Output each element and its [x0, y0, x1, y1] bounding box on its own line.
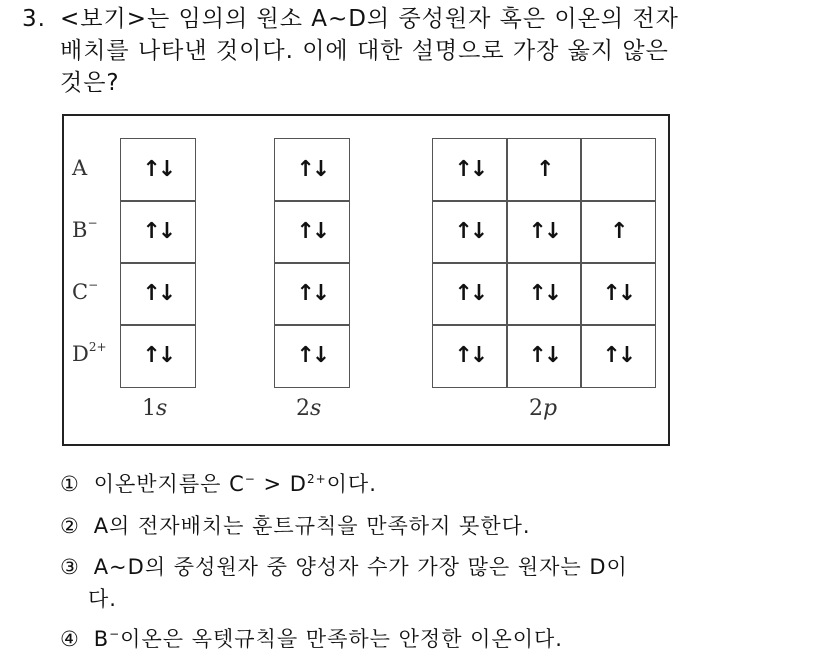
orbital-2p-2: ↑	[506, 138, 582, 202]
orbital-2p-1: ↑↓	[432, 324, 508, 388]
orbital-2s: ↑↓	[274, 324, 350, 388]
option-1-post: 이다.	[326, 472, 377, 496]
row-label-text: C	[72, 280, 89, 304]
orbital-2s: ↑↓	[274, 200, 350, 264]
axis-label-1s-number: 1	[142, 396, 156, 421]
row-label-d	[72, 342, 107, 366]
orbital-2p-3: ↑↓	[580, 262, 656, 326]
axis-label-2p-symbol: p	[543, 396, 558, 421]
orbital-2p-3	[580, 138, 656, 202]
option-2-text: A의 전자배치는 훈트규칙을 만족하지 못한다.	[93, 514, 531, 538]
option-2[interactable]	[60, 510, 531, 540]
axis-label-2p	[529, 396, 557, 421]
question-number: 3.	[22, 6, 46, 32]
orbital-1s: ↑↓	[120, 324, 196, 388]
orbital-2p-3: ↑	[580, 200, 656, 264]
option-1-mid: > D	[255, 472, 307, 496]
row-label-c	[72, 280, 98, 304]
orbital-2p-2: ↑↓	[506, 200, 582, 264]
orbital-1s: ↑↓	[120, 262, 196, 326]
option-1[interactable]	[60, 468, 377, 498]
option-4-mark: ④	[60, 627, 80, 651]
row-label-charge: 2+	[88, 340, 107, 354]
option-1-mark: ①	[60, 472, 80, 496]
option-1-sup2: 2+	[306, 472, 327, 486]
row-label-text: B	[72, 218, 88, 242]
axis-label-2p-number: 2	[529, 396, 543, 421]
option-4-post: 이온은 옥텟규칙을 만족하는 안정한 이온이다.	[120, 627, 563, 651]
option-3-continued	[88, 583, 117, 613]
row-label-text: A	[72, 156, 88, 180]
option-1-sup1: −	[244, 472, 256, 486]
row-label-text: D	[72, 342, 89, 366]
axis-label-2s-symbol: s	[310, 396, 322, 421]
row-label-charge: −	[87, 216, 98, 230]
option-3-text2: 다.	[88, 587, 117, 611]
option-4-sup1: −	[109, 627, 121, 641]
option-4[interactable]	[60, 623, 563, 653]
option-4-pre: B	[93, 627, 110, 651]
option-3-mark: ③	[60, 555, 80, 579]
orbital-1s: ↑↓	[120, 200, 196, 264]
axis-label-2s-number: 2	[296, 396, 310, 421]
orbital-2p-1: ↑↓	[432, 138, 508, 202]
axis-label-2s	[296, 396, 321, 421]
question-line-1: <보기>는 임의의 원소 A~D의 중성원자 혹은 이온의 전자	[60, 6, 679, 32]
option-2-mark: ②	[60, 514, 80, 538]
orbital-1s: ↑↓	[120, 138, 196, 202]
row-label-charge: −	[88, 278, 99, 292]
orbital-2p-2: ↑↓	[506, 324, 582, 388]
row-label-b	[72, 218, 98, 242]
question-line-2: 배치를 나타낸 것이다. 이에 대한 설명으로 가장 옳지 않은	[60, 38, 669, 64]
orbital-2p-1: ↑↓	[432, 262, 508, 326]
orbital-2s: ↑↓	[274, 262, 350, 326]
option-3-text: A~D의 중성원자 중 양성자 수가 가장 많은 원자는 D이	[93, 555, 628, 579]
orbital-2p-1: ↑↓	[432, 200, 508, 264]
orbital-2p-2: ↑↓	[506, 262, 582, 326]
option-3[interactable]	[60, 551, 628, 581]
orbital-2p-3: ↑↓	[580, 324, 656, 388]
axis-label-1s-symbol: s	[156, 396, 168, 421]
row-label-a	[72, 156, 87, 180]
question-line-3: 것은?	[60, 70, 120, 96]
option-1-pre: 이온반지름은 C	[93, 472, 245, 496]
orbital-2s: ↑↓	[274, 138, 350, 202]
axis-label-1s	[142, 396, 167, 421]
electron-configuration-figure	[62, 114, 670, 446]
